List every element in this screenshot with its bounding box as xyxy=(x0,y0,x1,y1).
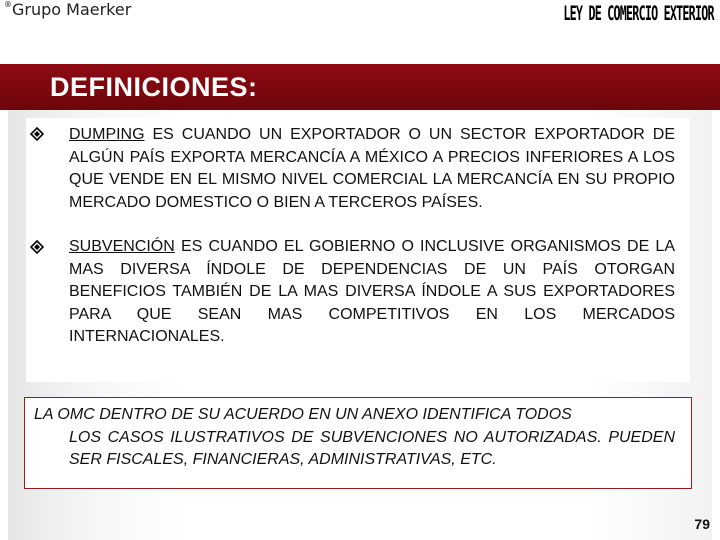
definition-dumping xyxy=(69,124,675,214)
registered-mark: ® xyxy=(4,0,12,9)
term-subvencion: SUBVENCIÓN xyxy=(69,238,175,255)
omc-note-rest: LOS CASOS ILUSTRATIVOS DE SUBVENCIONES NO AUTORIZADAS. PUEDEN SER FISCALES, FINANCIERAS, ADMINISTRATIVAS, ETC. xyxy=(69,428,675,468)
omc-note xyxy=(34,404,675,472)
diamond-bullet-icon xyxy=(30,127,44,141)
definition-subvencion xyxy=(69,236,675,349)
diamond-bullet-icon xyxy=(30,240,44,254)
definition-subvencion-text: ES CUANDO EL GOBIERNO O INCLUSIVE ORGANISMOS DE LA MAS DIVERSA ÍNDOLE DE DEPENDENCIAS DE UN PAÍS OTORGAN BENEFICIOS TAMBIÉN DE LA MAS DIVERSA ÍNDOLE A SUS EXPORTADORES PARA QUE SEAN MAS COMPETITIVOS EN LOS MERCADOS INTERNACIONALES. xyxy=(69,238,675,345)
title-band xyxy=(0,64,720,110)
term-dumping: DUMPING xyxy=(69,126,145,143)
definition-dumping-text: ES CUANDO UN EXPORTADOR O UN SECTOR EXPORTADOR DE ALGÚN PAÍS EXPORTA MERCANCÍA A MÉXICO A PRECIOS INFERIORES A LOS QUE VENDE EN EL MISMO NIVEL COMERCIAL LA MERCANCÍA EN SU PROPIO MERCADO DOMESTICO O BIEN A TERCEROS PAÍSES. xyxy=(69,126,675,211)
brand-logo xyxy=(4,0,131,19)
slide-title: DEFINICIONES: xyxy=(50,72,258,102)
law-logo: LEY DE COMERCIO EXTERIOR xyxy=(563,2,714,26)
omc-note-line1: LA OMC DENTRO DE SU ACUERDO EN UN ANEXO IDENTIFICA TODOS xyxy=(34,406,572,423)
page-number: 79 xyxy=(694,516,710,532)
brand-name: Grupo Maerker xyxy=(12,0,132,19)
